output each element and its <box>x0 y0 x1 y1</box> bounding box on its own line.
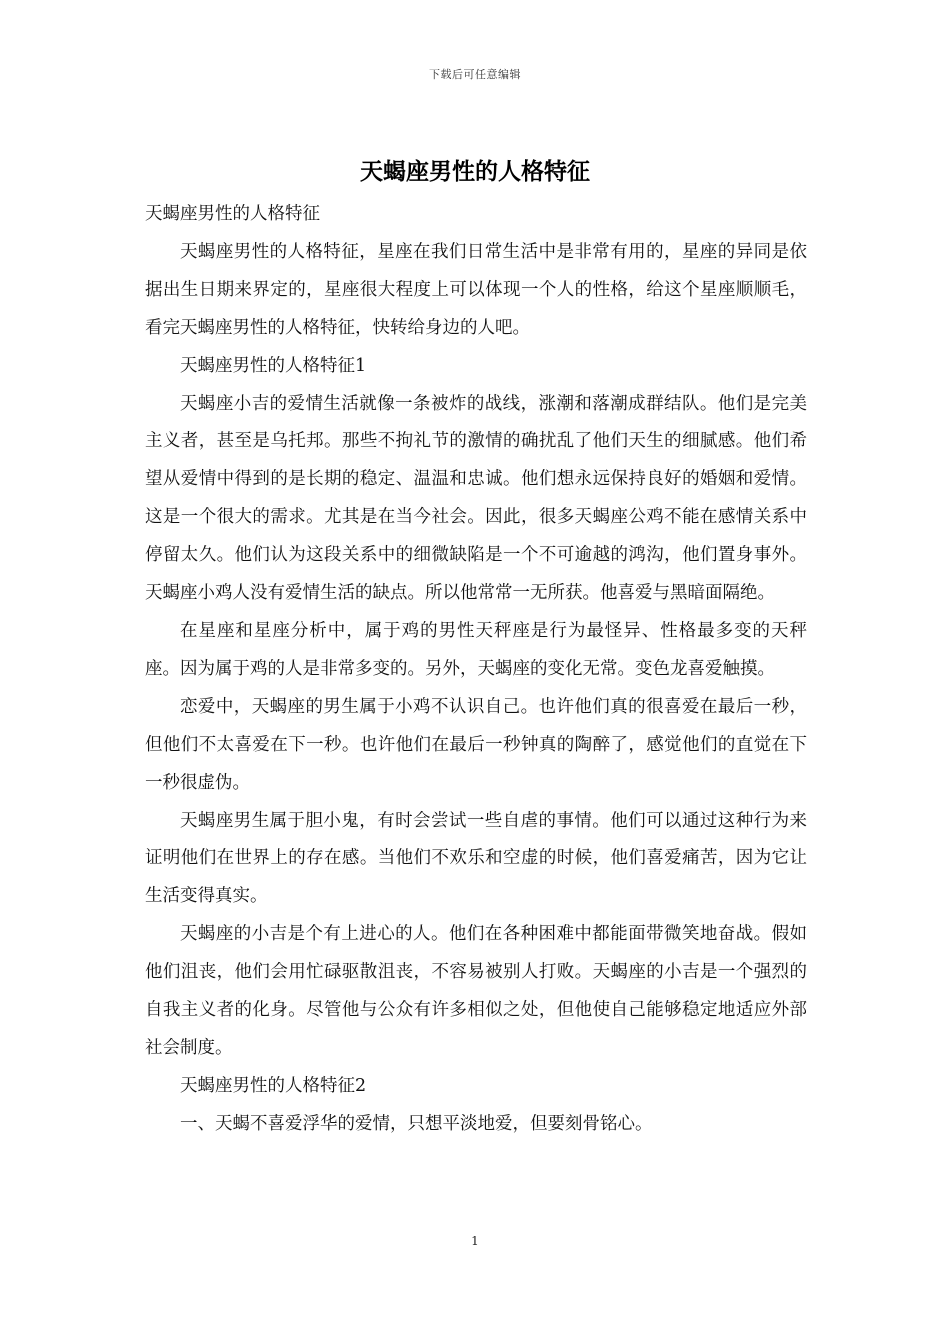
header-note: 下载后可任意编辑 <box>429 68 521 81</box>
page-number: 1 <box>471 1234 479 1248</box>
section-heading-1: 天蝎座男性的人格特征1 <box>180 355 367 376</box>
paragraph: 恋爱中，天蝎座的男生属于小鸡不认识自己。也许他们真的很喜爱在最后一秒，但他们不太喜爱在下一秒。也许他们在最后一秒钟真的陶醉了，感觉他们的直觉在下一秒很虚伪。 <box>145 696 807 793</box>
document-body <box>145 196 807 1144</box>
paragraph-subtitle: 天蝎座男性的人格特征 <box>145 204 320 224</box>
paragraph: 在星座和星座分析中，属于鸡的男性天秤座是行为最怪异、性格最多变的天秤座。因为属于鸡的人是非常多变的。另外，天蝎座的变化无常。变色龙喜爱触摸。 <box>145 620 807 679</box>
paragraph: 天蝎座的小吉是个有上进心的人。他们在各种困难中都能面带微笑地奋战。假如他们沮丧，他们会用忙碌驱散沮丧，不容易被别人打败。天蝎座的小吉是一个强烈的自我主义者的化身。尽管他与公众有许多相似之处，但他使自己能够稳定地适应外部社会制度。 <box>145 924 807 1058</box>
paragraph: 一、天蝎不喜爱浮华的爱情，只想平淡地爱，但要刻骨铭心。 <box>180 1113 653 1134</box>
section-heading-2: 天蝎座男性的人格特征2 <box>180 1075 367 1096</box>
paragraph-intro: 天蝎座男性的人格特征，星座在我们日常生活中是非常有用的，星座的异同是依据出生日期来界定的，星座很大程度上可以体现一个人的性格，给这个星座顺顺毛，看完天蝎座男性的人格特征，快转给身边的人吧。 <box>145 241 807 338</box>
paragraph: 天蝎座男生属于胆小鬼，有时会尝试一些自虐的事情。他们可以通过这种行为来证明他们在世界上的存在感。当他们不欢乐和空虚的时候，他们喜爱痛苦，因为它让生活变得真实。 <box>145 810 807 907</box>
page-title: 天蝎座男性的人格特征 <box>360 158 590 185</box>
paragraph: 天蝎座小吉的爱情生活就像一条被炸的战线，涨潮和落潮成群结队。他们是完美主义者，甚至是乌托邦。那些不拘礼节的激情的确扰乱了他们天生的细腻感。他们希望从爱情中得到的是长期的稳定、温温和忠诚。他们想永远保持良好的婚姻和爱情。这是一个很大的需求。尤其是在当今社会。因此，很多天蝎座公鸡不能在感情关系中停留太久。他们认为这段关系中的细微缺陷是一个不可逾越的鸿沟，他们置身事外。天蝎座小鸡人没有爱情生活的缺点。所以他常常一无所获。他喜爱与黑暗面隔绝。 <box>145 393 807 604</box>
